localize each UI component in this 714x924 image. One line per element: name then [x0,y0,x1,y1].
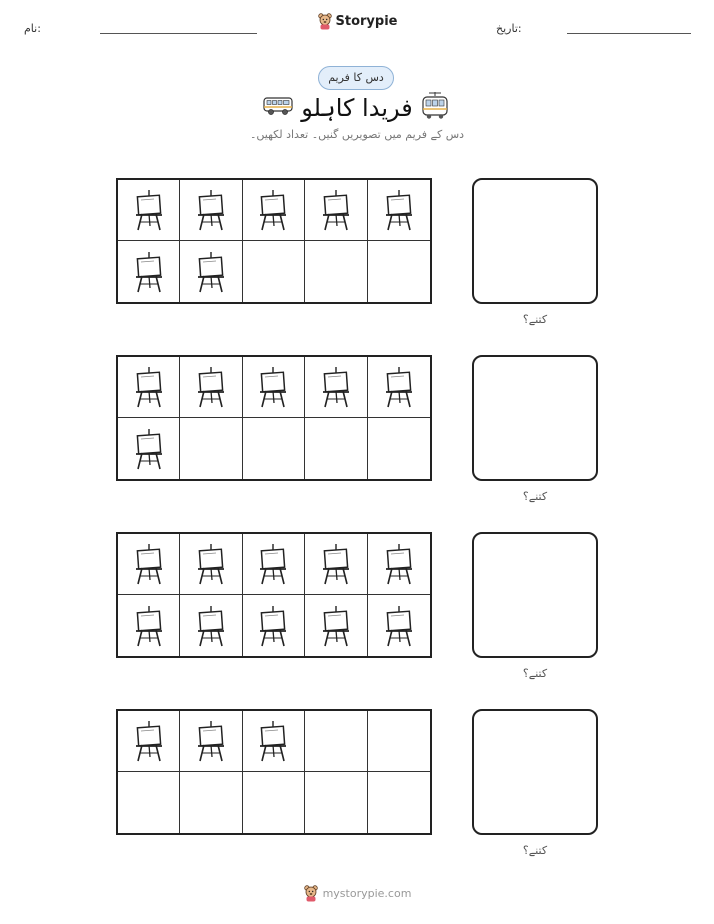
easel-icon [132,427,166,471]
easel-icon [382,188,416,232]
easel-icon [256,365,290,409]
ten-frame-cell [243,241,305,302]
date-label: تاریخ: [496,22,522,35]
ten-frame-cell [180,241,242,302]
easel-icon [132,719,166,763]
ten-frame-cell [243,180,305,241]
how-many-label-3: کتنے؟ [522,667,548,680]
ten-frame-cell [243,534,305,595]
worksheet-title: فریدا کاہلو [301,94,413,122]
easel-icon [319,365,353,409]
answer-box-3[interactable] [472,532,598,658]
date-line [567,33,691,34]
how-many-label-1: کتنے؟ [522,313,548,326]
ten-frame-cell [118,241,180,302]
easel-icon [132,542,166,586]
ten-frame-cell [118,180,180,241]
worksheet-tag: دس کا فریم [318,66,394,90]
ten-frame-cell [305,357,367,418]
ten-frame-cell [305,534,367,595]
ten-frame-cell [180,711,242,772]
ten-frame-cell [118,418,180,479]
answer-box-1[interactable] [472,178,598,304]
ten-frame-cell [368,180,430,241]
easel-icon [194,188,228,232]
ten-frame-cell [118,711,180,772]
ten-frame-cell [118,534,180,595]
ten-frame-cell [305,241,367,302]
easel-icon [319,542,353,586]
ten-frame-cell [368,595,430,656]
easel-icon [382,542,416,586]
ten-frame-4 [116,709,432,835]
ten-frame-cell [305,772,367,833]
footer-site: mystorypie.com [322,886,412,900]
name-label: نام: [24,22,41,35]
easel-icon [382,604,416,648]
easel-icon [382,365,416,409]
ten-frame-cell [368,418,430,479]
ten-frame-cell [368,241,430,302]
ten-frame-cell [368,534,430,595]
ten-frame-cell [180,772,242,833]
answer-box-2[interactable] [472,355,598,481]
ten-frame-cell [243,711,305,772]
easel-icon [194,250,228,294]
footer [0,884,714,906]
ten-frame-cell [118,772,180,833]
easel-icon [194,365,228,409]
easel-icon [132,604,166,648]
ten-frame-cell [368,357,430,418]
brand-header [0,12,714,34]
ten-frame-cell [243,772,305,833]
ten-frame-cell [118,595,180,656]
ten-frame-cell [180,534,242,595]
easel-icon [256,188,290,232]
bear-mascot-icon [317,12,333,30]
ten-frame-3 [116,532,432,658]
ten-frame-cell [305,595,367,656]
ten-frame-cell [180,357,242,418]
how-many-label-4: کتنے؟ [522,844,548,857]
ten-frame-cell [180,418,242,479]
ten-frame-cell [305,418,367,479]
ten-frame-cell [243,357,305,418]
worksheet-instruction: دس کے فریم میں تصویریں گنیں۔ تعداد لکھیں۔ [249,128,465,141]
easel-icon [256,604,290,648]
easel-icon [256,542,290,586]
how-many-label-2: کتنے؟ [522,490,548,503]
tram-icon [420,92,450,124]
ten-frame-cell [368,711,430,772]
ten-frame-2 [116,355,432,481]
easel-icon [132,365,166,409]
ten-frame-cell [243,418,305,479]
easel-icon [194,542,228,586]
ten-frame-cell [243,595,305,656]
ten-frame-cell [180,595,242,656]
ten-frame-cell [118,357,180,418]
easel-icon [194,719,228,763]
bear-mascot-icon [303,884,319,902]
ten-frame-cell [305,180,367,241]
easel-icon [132,188,166,232]
ten-frame-cell [368,772,430,833]
easel-icon [132,250,166,294]
easel-icon [256,719,290,763]
brand-name: Storypie [335,13,398,29]
ten-frame-cell [305,711,367,772]
ten-frame-1 [116,178,432,304]
answer-box-4[interactable] [472,709,598,835]
ten-frame-cell [180,180,242,241]
easel-icon [319,188,353,232]
easel-icon [194,604,228,648]
easel-icon [319,604,353,648]
